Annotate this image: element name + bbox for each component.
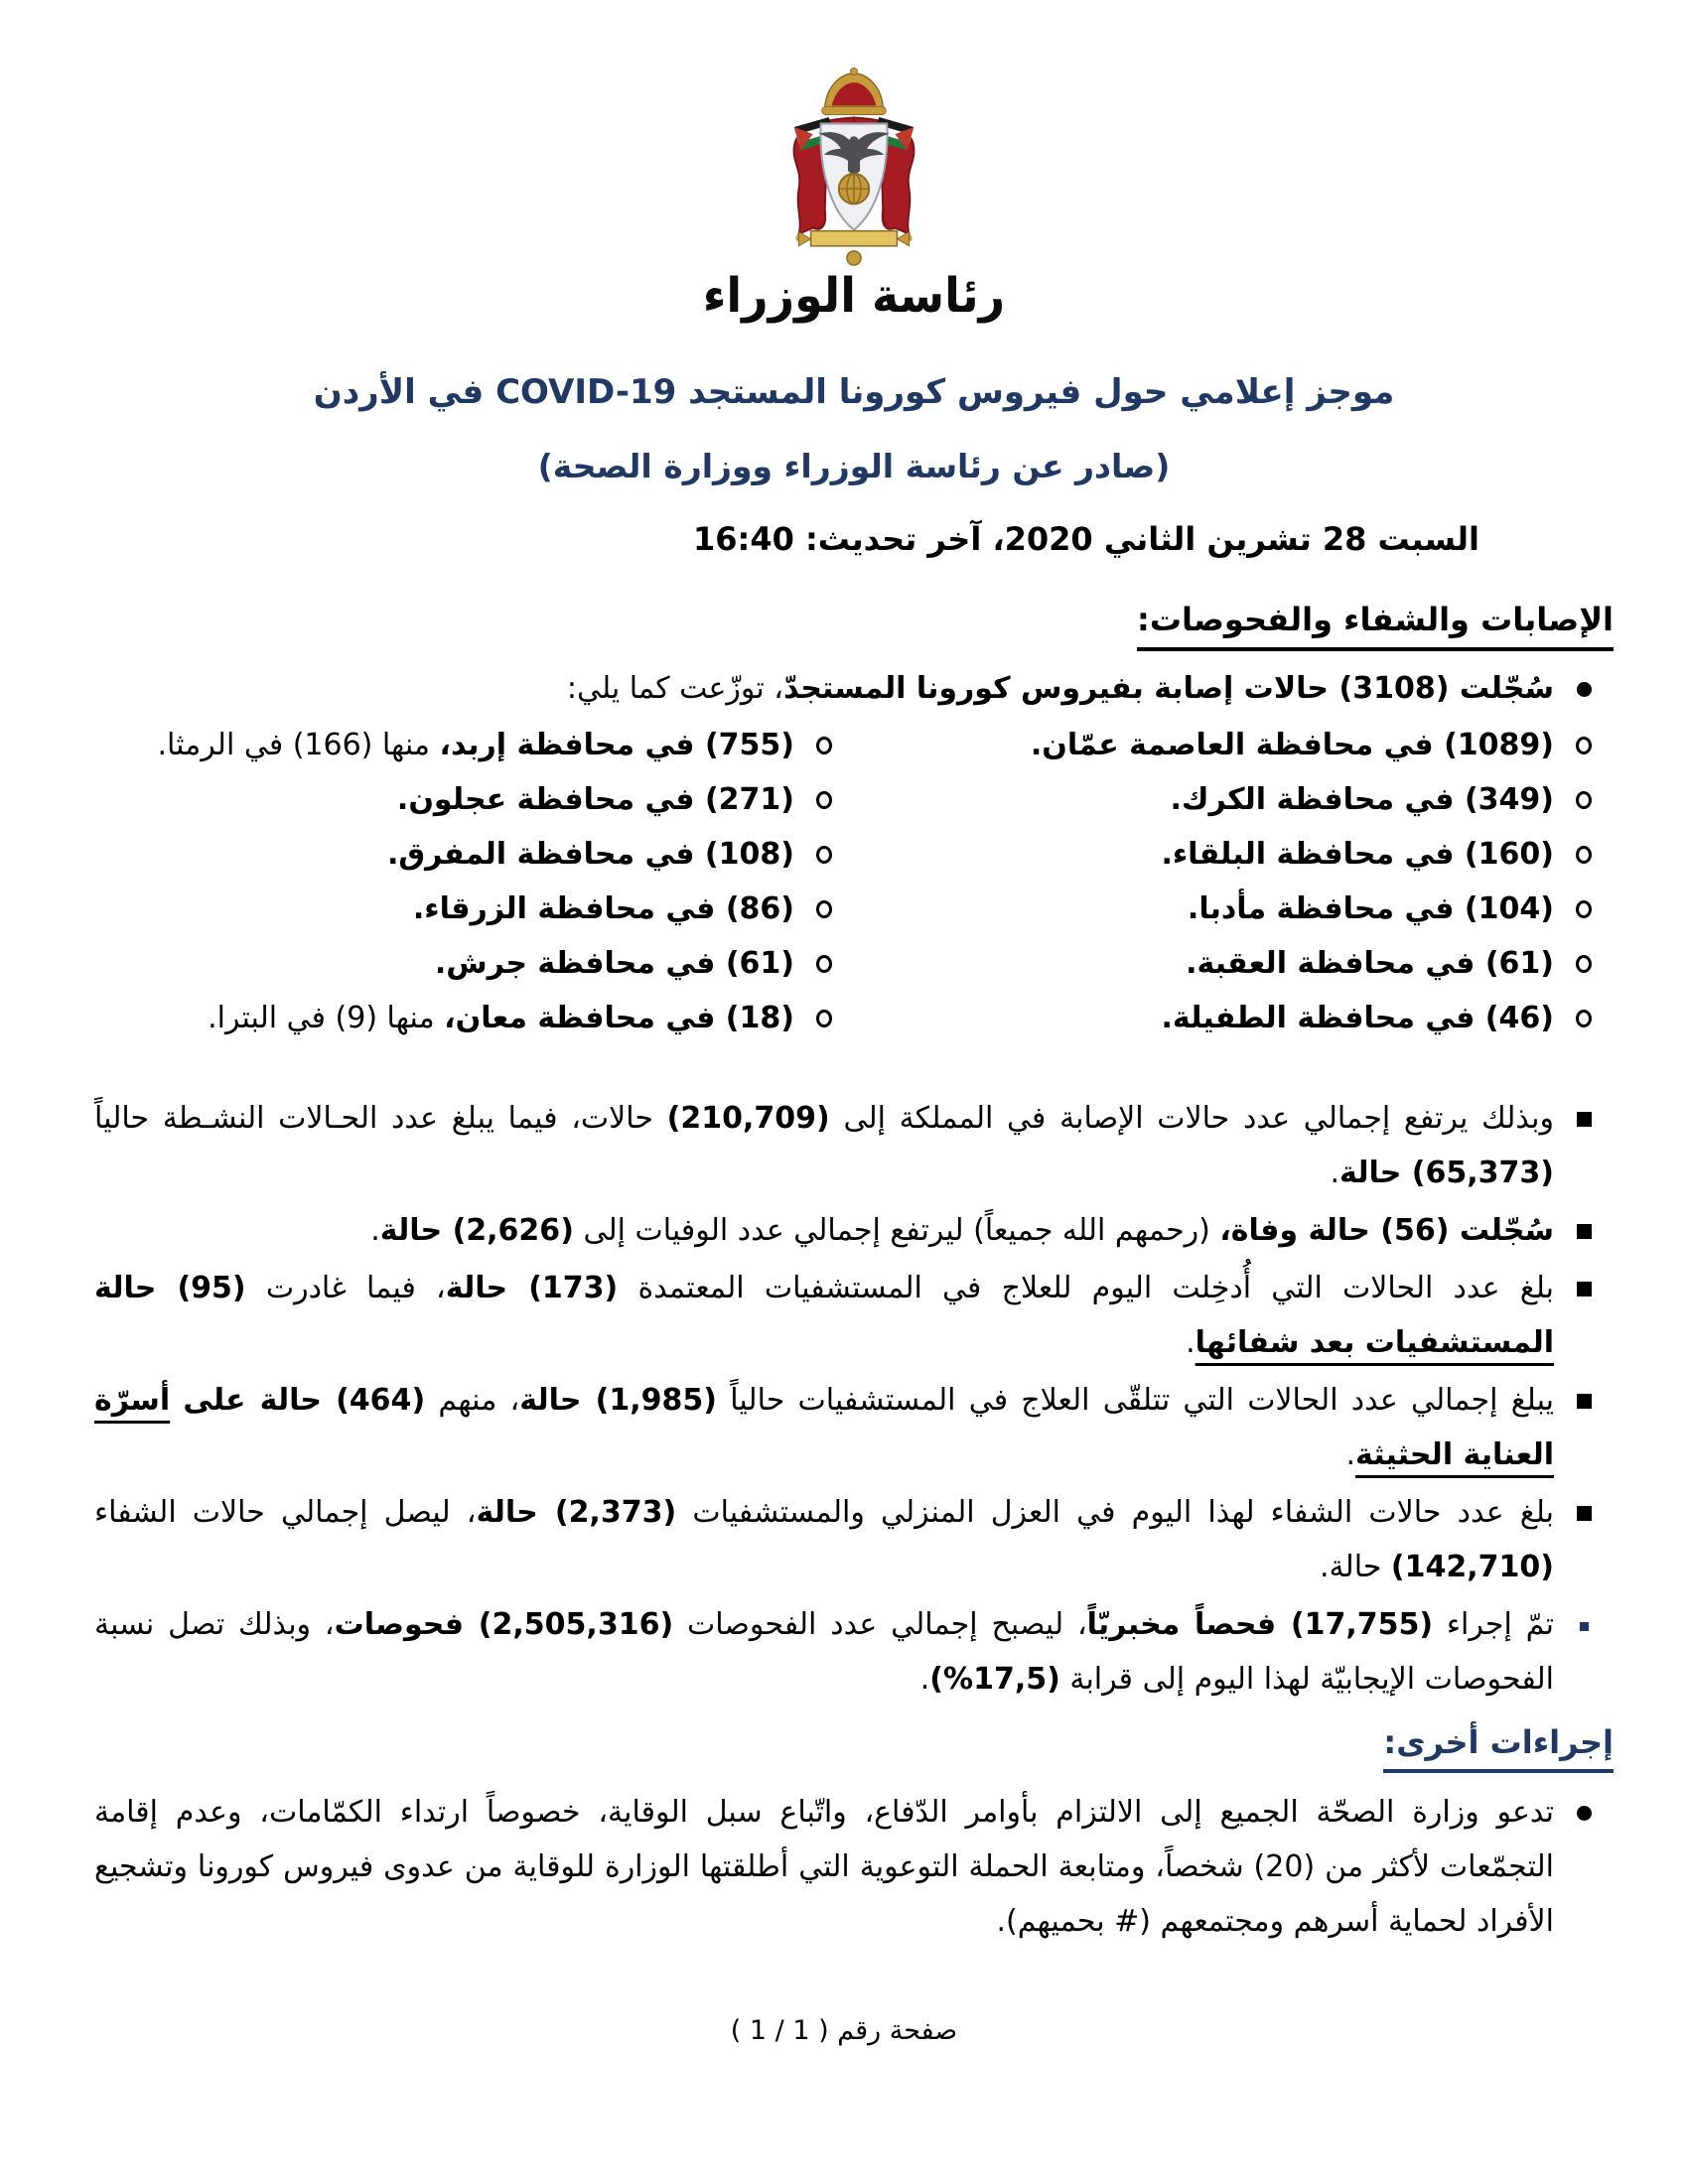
ring-bullet-icon	[1554, 936, 1614, 973]
text-run: (349) في محافظة الكرك.	[1170, 781, 1554, 817]
text-run: (464) حالة على	[183, 1382, 426, 1418]
item-text	[94, 1091, 1554, 1200]
stat-paragraph	[94, 1373, 1614, 1482]
governorate-item	[854, 991, 1614, 1045]
governorate-column-left	[94, 718, 854, 1045]
text-run: .	[1186, 1324, 1196, 1360]
square-bullet-icon	[1554, 1203, 1614, 1239]
ring-bullet-icon	[794, 936, 854, 973]
text-run	[170, 1383, 183, 1418]
governorate-item	[94, 882, 854, 936]
item-text	[854, 936, 1554, 991]
cases-summary-bullet	[94, 661, 1614, 716]
item-text	[94, 936, 794, 991]
governorate-item	[94, 936, 854, 991]
item-text	[94, 1485, 1554, 1594]
section-heading-other-measures: إجراءات أخرى:	[1383, 1722, 1614, 1774]
item-text	[854, 882, 1554, 936]
text-run: (1089) في محافظة العاصمة عمّان.	[1030, 727, 1554, 762]
item-text	[94, 772, 794, 827]
medal-icon	[847, 251, 861, 265]
text-run: (160) في محافظة البلقاء.	[1161, 836, 1554, 872]
text-run: ، توزّعت كما يلي:	[566, 670, 783, 706]
text-run: (173) حالة	[445, 1270, 619, 1305]
governorate-item	[854, 718, 1614, 772]
text-run: (755) في محافظة إربد،	[439, 727, 794, 762]
advisory-text	[94, 1785, 1554, 1949]
stat-paragraph	[94, 1203, 1614, 1258]
ring-bullet-icon	[794, 882, 854, 918]
text-run: سُجّلت (56) حالة وفاة،	[1219, 1212, 1554, 1248]
square-bullet-icon	[1554, 1261, 1614, 1297]
text-run: ، ليصبح إجمالي عدد الفحوصات	[673, 1606, 1087, 1642]
section-other-measures	[94, 1722, 1614, 1774]
item-text	[94, 1373, 1554, 1482]
text-run: (61) في محافظة جرش.	[434, 945, 794, 981]
governorate-item	[854, 882, 1614, 936]
text-run: (61) في محافظة العقبة.	[1186, 945, 1554, 981]
text-run: (17,5%)	[929, 1661, 1060, 1697]
text-run: ، وبذلك تصل نسبة الفحوصات الإيجابيّة لهذا اليوم إلى قرابة	[94, 1606, 1554, 1697]
text-run: .	[370, 1212, 380, 1248]
text-run: ، منهم	[425, 1382, 520, 1418]
stat-paragraph	[94, 1261, 1614, 1370]
item-text	[94, 827, 794, 882]
ring-bullet-icon	[794, 991, 854, 1027]
item-text	[854, 772, 1554, 827]
dot-small-bullet-icon	[1554, 1597, 1614, 1631]
text-run: المستشفيات بعد شفائها	[1195, 1324, 1554, 1360]
text-run: حالة.	[1319, 1549, 1391, 1584]
text-run: .	[1345, 1436, 1355, 1472]
square-bullet-icon	[1554, 1373, 1614, 1409]
governorate-item	[94, 718, 854, 772]
text-run: (رحمهم الله جميعاً) ليرتفع إجمالي عدد الوفيات إلى	[573, 1212, 1220, 1248]
disc-bullet-icon	[1554, 661, 1614, 697]
text-run: تدعو وزارة الصحّة الجميع إلى الالتزام بأوامر الدّفاع، واتّباع سبل الوقاية، خصوصاً ارتداء الكمّامات، وعدم إقامة التجمّعات لأكثر من (20) شخصاً، ومتابعة الحملة التوعوية التي أطلقتها الوزارة للوقاية من عدوى فيروس كورونا وتشجيع الأفراد لحماية أسرهم ومجتمعهم (# بحميهم).	[94, 1795, 1554, 1940]
text-run: ، فيما غادرت	[245, 1270, 446, 1305]
governorate-item	[94, 827, 854, 882]
globe-icon	[839, 174, 869, 204]
page-number: صفحة رقم ( 1 / 1 )	[730, 2015, 958, 2046]
logo-block	[94, 68, 1614, 322]
text-run: ، ليصل إجمالي حالات الشفاء	[94, 1494, 477, 1530]
ring-bullet-icon	[794, 827, 854, 864]
text-run: (17,755) فحصاً مخبريّاً	[1086, 1606, 1434, 1642]
governorate-item	[854, 936, 1614, 991]
text-run: (271) في محافظة عجلون.	[396, 781, 794, 817]
text-run: (142,710)	[1390, 1549, 1554, 1584]
item-text	[854, 991, 1554, 1045]
text-run: (46) في محافظة الطفيلة.	[1161, 1000, 1554, 1035]
item-text	[854, 827, 1554, 882]
text-run: (65,373) حالة	[1339, 1155, 1554, 1190]
statistics-list	[94, 1091, 1614, 1706]
governorate-item	[94, 772, 854, 827]
text-run: (104) في محافظة مأدبا.	[1187, 890, 1554, 926]
text-run: (2,373) حالة	[476, 1494, 677, 1530]
text-run: بلغ عدد الحالات التي أُدخِلت اليوم للعلاج في المستشفيات المعتمدة	[618, 1270, 1555, 1305]
item-text	[94, 882, 794, 936]
ring-bullet-icon	[1554, 772, 1614, 809]
text-run: سُجّلت (3108) حالات إصابة بفيروس كورونا المستجدّ	[783, 670, 1554, 706]
section-heading-cases: الإصابات والشفاء والفحوصات:	[1137, 600, 1614, 651]
text-run: (95) حالة	[94, 1270, 246, 1305]
text-run: (2,626) حالة	[379, 1212, 574, 1248]
document-subtitle: (صادر عن رئاسة الوزراء ووزارة الصحة)	[537, 447, 1171, 485]
date-line: السبت 28 تشرين الثاني 2020، آخر تحديث: 16:40	[692, 520, 1479, 558]
text-run: وبذلك يرتفع إجمالي عدد حالات الإصابة في المملكة إلى	[829, 1100, 1554, 1136]
text-run: يبلغ إجمالي عدد الحالات التي تتلقّى العلاج في المستشفيات حالياً	[717, 1382, 1554, 1418]
crown-icon	[822, 68, 887, 115]
section-cases	[94, 600, 1614, 651]
text-run: .	[1330, 1155, 1339, 1190]
item-text	[94, 1597, 1554, 1706]
governorate-item	[94, 991, 854, 1045]
governorate-column-right	[854, 718, 1614, 1045]
advisory-bullet	[94, 1785, 1614, 1949]
ring-bullet-icon	[1554, 827, 1614, 864]
item-text	[94, 991, 794, 1045]
text-run: (210,709)	[666, 1100, 830, 1136]
governorate-item	[854, 827, 1614, 882]
text-run: (18) في محافظة معان،	[444, 1000, 794, 1035]
banner-icon	[798, 231, 909, 246]
text-run: حالات، فيما يبلغ عدد الحـالات النشـطة حالياً	[94, 1100, 667, 1136]
item-text	[854, 718, 1554, 772]
governorate-columns	[94, 718, 1614, 1045]
text-run: (1,985) حالة	[519, 1382, 718, 1418]
ring-bullet-icon	[794, 718, 854, 754]
square-bullet-icon	[1554, 1485, 1614, 1521]
text-run: تمّ إجراء	[1433, 1606, 1554, 1642]
governorate-item	[854, 772, 1614, 827]
stat-paragraph	[94, 1091, 1614, 1200]
jordan-coat-of-arms	[769, 68, 939, 266]
disc-bullet-icon	[1554, 1785, 1614, 1821]
text-run: بلغ عدد حالات الشفاء لهذا اليوم في العزل المنزلي والمستشفيات	[676, 1494, 1555, 1530]
ring-bullet-icon	[1554, 718, 1614, 754]
stat-paragraph	[94, 1485, 1614, 1594]
text-run: منها (9) في البترا.	[208, 1000, 445, 1035]
item-text	[94, 1261, 1554, 1370]
ring-bullet-icon	[794, 772, 854, 809]
item-text	[94, 1203, 1554, 1258]
ring-bullet-icon	[1554, 882, 1614, 918]
square-bullet-icon	[1554, 1091, 1614, 1127]
item-text	[94, 718, 794, 772]
text-run: .	[919, 1661, 930, 1697]
text-run: (86) في محافظة الزرقاء.	[412, 890, 794, 926]
text-run: (2,505,316) فحوصات	[334, 1606, 674, 1642]
text-run: (108) في محافظة المفرق.	[386, 836, 794, 872]
ring-bullet-icon	[1554, 991, 1614, 1027]
logo-calligraphy: رئاسة الوزراء	[702, 266, 1006, 324]
document-title: موجز إعلامي حول فيروس كورونا المستجد COVID-19 في الأردن	[313, 372, 1395, 412]
stat-paragraph	[94, 1597, 1614, 1706]
cases-summary-text	[94, 661, 1554, 716]
text-run: أسرّة العناية الحثيثة	[94, 1382, 1554, 1472]
text-run: منها (166) في الرمثا.	[157, 727, 440, 762]
